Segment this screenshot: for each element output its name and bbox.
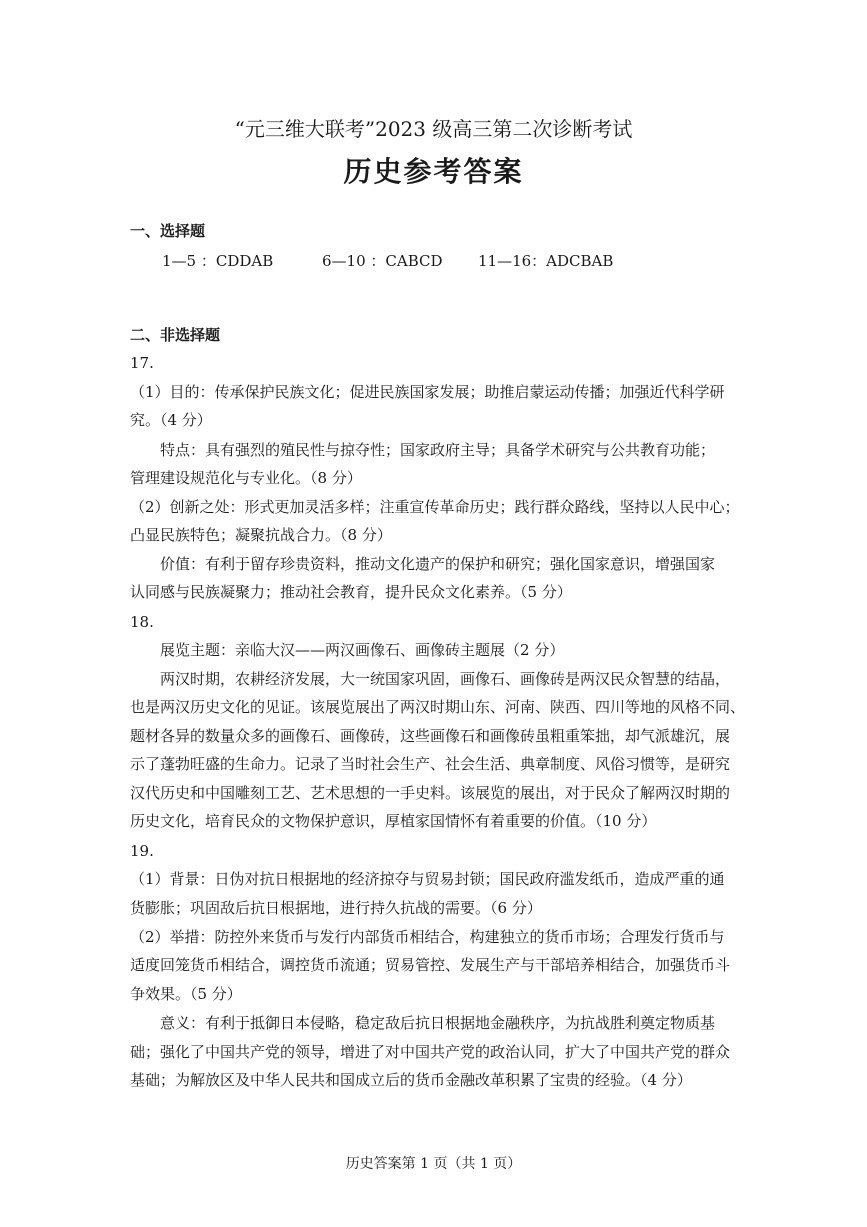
answer-line: 特点：具有强烈的殖民性与掠夺性；国家政府主导；具备学术研究与公共教育功能； [160,441,716,459]
answer-group-3: 11—16：ADCBAB [478,252,614,270]
answer-line: 管理建设规范化与专业化。（8 分） [130,469,362,487]
answer-line: 展览主题：亲临大汉——两汉画像石、画像砖主题展（2 分） [160,641,565,659]
answer-line: 认同感与民族凝聚力；推动社会教育，提升民众文化素养。（5 分） [130,583,572,601]
answer-group-2: 6—10 ：CABCD [322,252,443,270]
answer-line: 基础；为解放区及中华人民共和国成立后的货币金融改革积累了宝贵的经验。（4 分） [130,1071,692,1089]
answer-line: 适度回笼货币相结合，调控货币流通；贸易管控、发展生产与干部培养相结合，加强货币斗 [130,956,731,974]
answer-line: 历史文化，培育民众的文物保护意识，厚植家国情怀有着重要的价值。（10 分） [130,812,657,830]
exam-title: “元三维大联考”2023 级高三第二次诊断考试 [234,117,633,141]
answer-line: 也是两汉历史文化的见证。该展览展出了两汉时期山东、河南、陕西、四川等地的风格不同、 [130,698,746,716]
answer-line: （1）背景：日伪对抗日根据地的经济掠夺与贸易封锁；国民政府滥发纸币，造成严重的通 [130,870,725,888]
answer-line: （2）创新之处：形式更加灵活多样；注重宣传革命历史；践行群众路线，坚持以人民中心； [130,498,740,516]
section-heading-nonchoice: 二、非选择题 [130,326,221,344]
answer-line: 两汉时期，农耕经济发展，大一统国家巩固，画像石、画像砖是两汉民众智慧的结晶， [160,670,731,688]
answer-line: 价值：有利于留存珍贵资料，推动文化遗产的保护和研究；强化国家意识，增强国家 [160,555,716,573]
answer-line: 货膨胀；巩固敌后抗日根据地，进行持久抗战的需要。（6 分） [130,899,542,917]
answer-line: （1）目的：传承保护民族文化；促进民族国家发展；助推启蒙运动传播；加强近代科学研 [130,383,725,401]
answer-group-1: 1—5 ：CDDAB [162,252,274,270]
answer-line: （2）举措：防控外来货币与发行内部货币相结合，构建独立的货币市场；合理发行货币与 [130,928,725,946]
page-footer: 历史答案第 1 页（共 1 页） [345,1156,522,1172]
answer-line: 争效果。（5 分） [130,985,242,1003]
question-number: 18. [130,613,154,631]
answer-line: 究。（4 分） [130,411,212,429]
answer-line: 题材各异的数量众多的画像石、画像砖，这些画像石和画像砖虽粗重笨拙，却气派雄沉，展 [130,727,731,745]
question-number: 17. [130,354,154,372]
section-heading-choice: 一、选择题 [130,222,206,240]
answer-line: 凸显民族特色；凝聚抗战合力。（8 分） [130,526,392,544]
answer-line: 汉代历史和中国雕刻工艺、艺术思想的一手史料。该展览的展出，对于民众了解两汉时期的 [130,784,731,802]
page-title: 历史参考答案 [343,155,524,188]
answer-line: 意义：有利于抵御日本侵略，稳定敌后抗日根据地金融秩序，为抗战胜利奠定物质基 [160,1014,716,1032]
question-number: 19. [130,842,154,860]
answer-line: 示了蓬勃旺盛的生命力。记录了当时社会生产、社会生活、典章制度、风俗习惯等，是研究 [130,755,731,773]
answer-line: 础；强化了中国共产党的领导，增进了对中国共产党的政治认同，扩大了中国共产党的群众 [130,1043,731,1061]
